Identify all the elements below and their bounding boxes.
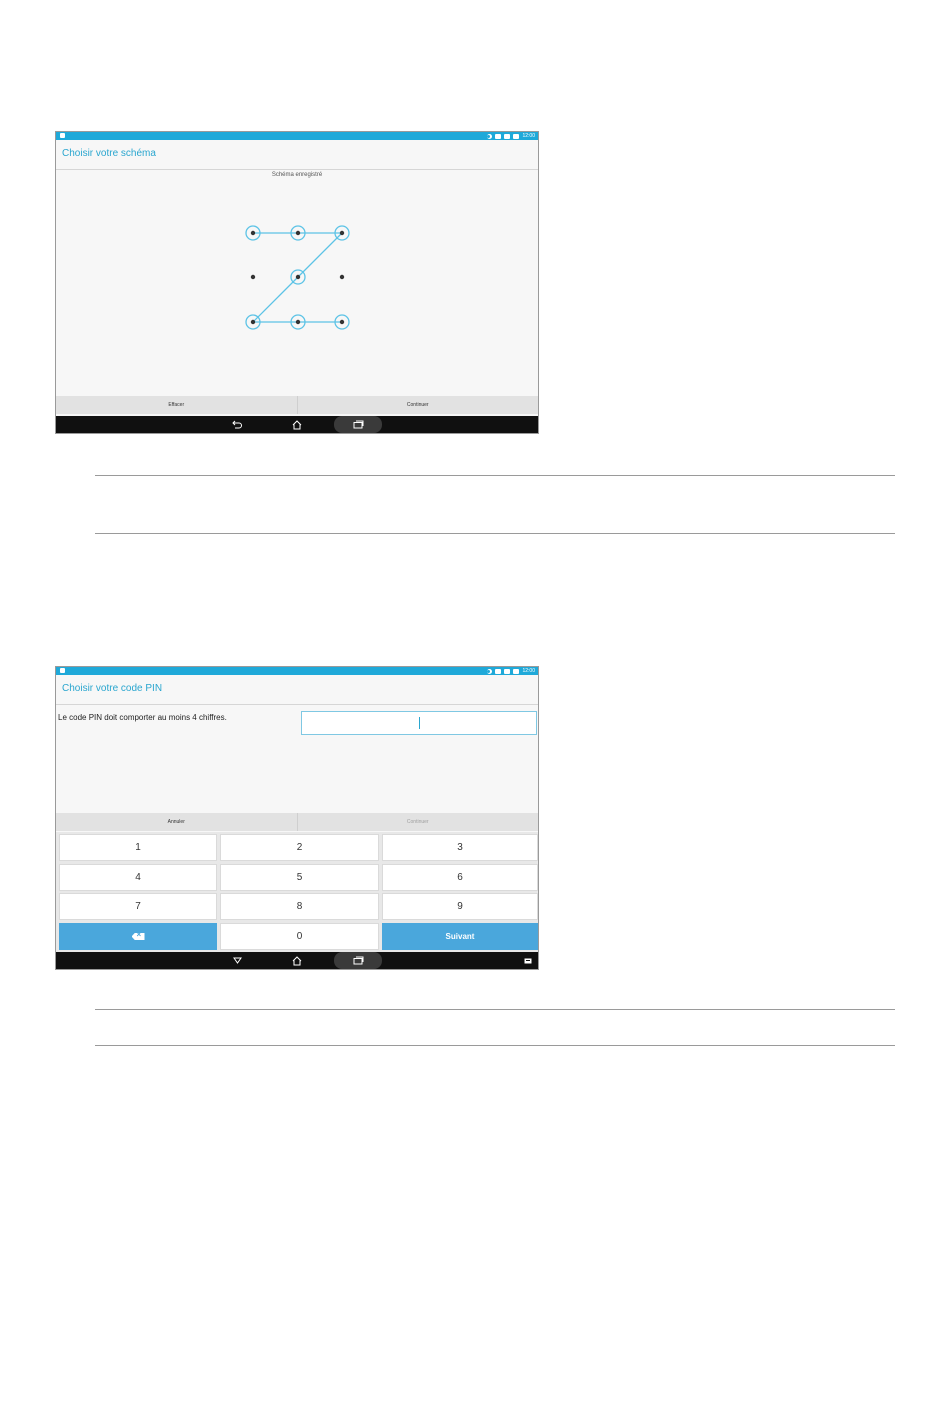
status-bar [56,667,538,675]
backspace-key[interactable] [59,923,217,950]
cancel-button[interactable]: Annuler [167,819,185,825]
status-icons [487,667,535,675]
hide-keyboard-button[interactable] [226,952,248,969]
pin-input[interactable] [301,711,537,735]
pattern-dot-6 [340,275,344,279]
keyboard-switch-button[interactable] [520,952,536,969]
pattern-action-bar [56,396,538,414]
key-1[interactable]: 1 [59,834,217,861]
page-title: Choisir votre code PIN [62,683,163,694]
home-button[interactable] [286,416,308,433]
pattern-segment [253,277,298,322]
pattern-dot-4 [251,275,255,279]
divider-line [95,1009,895,1010]
pattern-status-label: Schéma enregistré [271,172,323,178]
back-arrow-icon [232,420,242,429]
battery-icon [513,669,519,674]
navigation-bar [56,416,538,433]
recents-icon [353,420,364,429]
text-cursor [419,717,420,729]
key-9[interactable]: 9 [382,893,538,920]
home-icon [292,420,302,430]
status-icons [487,132,535,140]
key-2[interactable]: 2 [220,834,379,861]
wifi-icon [495,669,501,674]
backspace-icon [132,933,145,940]
page-title: Choisir votre schéma [62,148,156,159]
notification-icon [60,133,65,138]
navigation-bar [56,952,538,969]
key-6[interactable]: 6 [382,864,538,891]
keyboard-icon [524,958,532,964]
key-5[interactable]: 5 [220,864,379,891]
sim-icon [504,134,510,139]
hide-keyboard-icon [233,957,242,964]
status-bar [56,132,538,140]
back-button[interactable] [226,416,248,433]
app-title-bar [56,675,538,705]
pin-screen [55,666,539,970]
sim-icon [504,669,510,674]
clear-button[interactable]: Effacer [168,402,185,408]
numeric-keypad [56,832,538,953]
key-0[interactable]: 0 [220,923,379,950]
pattern-screen [55,131,539,434]
moon-icon [487,669,492,674]
wifi-icon [495,134,501,139]
notification-icon [60,668,65,673]
pin-requirement-text: Le code PIN doit comporter au moins 4 chiffres. [58,713,227,722]
battery-icon [513,134,519,139]
moon-icon [487,134,492,139]
status-time: 12:00 [522,133,535,139]
pattern-dot-5 [291,270,305,284]
status-time: 12:00 [522,668,535,674]
continue-button[interactable]: Continuer [297,813,539,831]
divider-line [95,1045,895,1046]
key-8[interactable]: 8 [220,893,379,920]
pattern-grid[interactable] [236,219,361,334]
divider-line [95,533,895,534]
pin-action-bar [56,813,538,831]
recents-button[interactable] [334,416,382,433]
home-button[interactable] [286,952,308,969]
app-title-bar [56,140,538,170]
continue-button[interactable]: Continuer [297,396,539,414]
key-4[interactable]: 4 [59,864,217,891]
home-icon [292,956,302,966]
pattern-segment [298,233,342,277]
key-7[interactable]: 7 [59,893,217,920]
key-3[interactable]: 3 [382,834,538,861]
recents-button[interactable] [334,952,382,969]
divider-line [95,475,895,476]
recents-icon [353,956,364,965]
next-key[interactable]: Suivant [382,923,538,950]
